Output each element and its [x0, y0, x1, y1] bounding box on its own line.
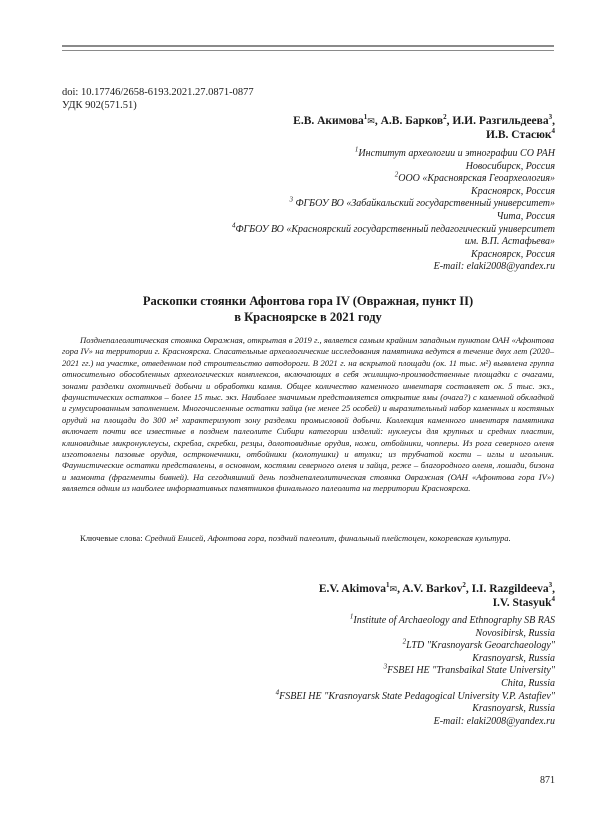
affiliation-line: $^3$FSBEI HE "Transbaikal State University": [383, 663, 555, 677]
header-rule-top: [62, 45, 554, 47]
affiliation-line: Новосибирск, Россия: [465, 160, 555, 172]
keywords: [62, 533, 554, 544]
affiliation-line: Krasnoyarsk, Russia: [472, 652, 555, 664]
author-name: И.И. Разгильдеева: [452, 115, 549, 127]
abstract: Позднепалеолитическая стоянка Овражная, открытая в 2019 г., является самым крайним западным пунктом ОАН «Афонтова гора IV» на территории г. Красноярска. Спасательные археологические исследования памятника ведутся в течение двух лет (2020–2021 гг.) на участке, отведенном под строительство автодороги. В 2021 г. на вскрытой площади (ок. 11 тыс. м²) выявлена группа относительно обособленных археологических комплексов, включающих в себя жилищно-производственные площадки с очагами, зонами разделки охотничьей добычи и обработки камня. Общее количество каменного инвентаря составляет ок. 5 тыс. экз., фаунистических остатков – более 15 тыс. экз. Наиболее значимым представляется открытие ямы (очага?) с каменной обкладкой и гумусированным заполнением. Многочисленные остатки зайца (не менее 25 особей) и выразительный набор каменных и костяных орудий на площади до 300 м² характеризуют зону разделки промысловой добычи. Коллекция каменного инвентаря памятника включает почти все известные в позднем палеолите Сибири категории изделий: нуклеусы для крупных и средних пластин, клиновидные микронуклеусы, скребла, скребки, резцы, долотовидные орудия, ножи, отбойники, чопперы. Из рога северного оленя изготовлены пазовые орудия, острконечники, отбойники (колотушки) и втулки; из трубчатой кости – иглы и игольник. Фаунистические остатки представлены, в основном, костями северного оленя и зайца, реже – благородного оленя, лошади, бизона и мамонта (фрагменты бивней). На сегодняшний день позднепалеолитическая стоянка Овражная (ОАН «Афонтова гора IV») является одним из наиболее информативных памятников финального палеолита на территории Красноярска.: [62, 335, 554, 494]
title-line-2: в Красноярске в 2021 году: [234, 310, 382, 324]
affiliation-line: E-mail: elaki2008@yandex.ru: [433, 715, 555, 727]
affiliation-line: Красноярск, Россия: [471, 185, 555, 197]
page-number: 871: [540, 775, 555, 786]
author-name: И.В. Стасюк: [486, 129, 552, 141]
affiliation-line: E-mail: elaki2008@yandex.ru: [433, 261, 555, 273]
doi: doi: 10.17746/2658-6193.2021.27.0871-0877: [62, 87, 254, 98]
affiliation-line: $^2$LTD "Krasnoyarsk Geoarchaeology": [402, 637, 555, 652]
author-name: A.V. Barkov: [402, 583, 463, 595]
affiliation-line: Chita, Russia: [501, 677, 555, 689]
author-name: Е.В. Акимова: [293, 115, 364, 127]
affiliation-line: $^2$ООО «Красноярская Геоархеология»: [394, 170, 555, 185]
author-name: А.В. Барков: [380, 115, 444, 127]
affiliation-line: $^1$Institute of Archaeology and Ethnography SB RAS: [349, 612, 555, 626]
affiliation-line: Красноярск, Россия: [471, 248, 555, 260]
ru-authors-line2: И.В. Стасюк$^4$: [486, 127, 555, 141]
affiliation-line: $^1$Институт археологии и этнографии СО РАН: [354, 145, 555, 159]
header-rule-bottom: [62, 50, 554, 51]
affiliation-line: Novosibirsk, Russia: [475, 627, 555, 639]
article-title: [62, 293, 554, 325]
author-name: I.I. Razgildeeva: [471, 583, 549, 595]
ru-affiliations: [231, 145, 555, 274]
email-icon: ✉: [389, 584, 398, 594]
author-name: I.V. Stasyuk: [492, 597, 552, 609]
affiliation-line: Чита, Россия: [496, 210, 555, 222]
email-icon: ✉: [367, 116, 375, 126]
en-authors-line2: I.V. Stasyuk$^4$: [492, 595, 555, 609]
affiliation-line: им. В.П. Астафьева»: [464, 236, 555, 248]
ru-authors-line1: Е.В. Акимова$^1$✉, А.В. Барков$^2$, И.И. Разгильдеева$^3$,: [293, 113, 555, 127]
en-affiliations: [275, 612, 555, 728]
affiliation-line: $^3$ ФГБОУ ВО «Забайкальский государственный университет»: [289, 196, 555, 210]
title-line-1: Раскопки стоянки Афонтова гора IV (Овражная, пункт II): [142, 294, 474, 308]
affiliation-line: Krasnoyarsk, Russia: [472, 703, 555, 715]
affiliation-line: $^4$FSBEI HE "Krasnoyarsk State Pedagogical University V.P. Astafiev": [275, 688, 555, 702]
udk: УДК 902(571.51): [62, 100, 137, 111]
keywords-label: Ключевые слова:: [80, 533, 145, 543]
en-authors-line1: E.V. Akimova$^1$✉, A.V. Barkov$^2$, I.I. Razgildeeva$^3$,: [318, 581, 555, 595]
author-name: E.V. Akimova: [318, 583, 387, 595]
keywords-value: Средний Енисей, Афонтова гора, поздний палеолит, финальный плейстоцен, кокоревская культура.: [144, 533, 511, 543]
affiliation-line: $^4$ФГБОУ ВО «Красноярский государственный педагогический университет: [231, 221, 555, 235]
